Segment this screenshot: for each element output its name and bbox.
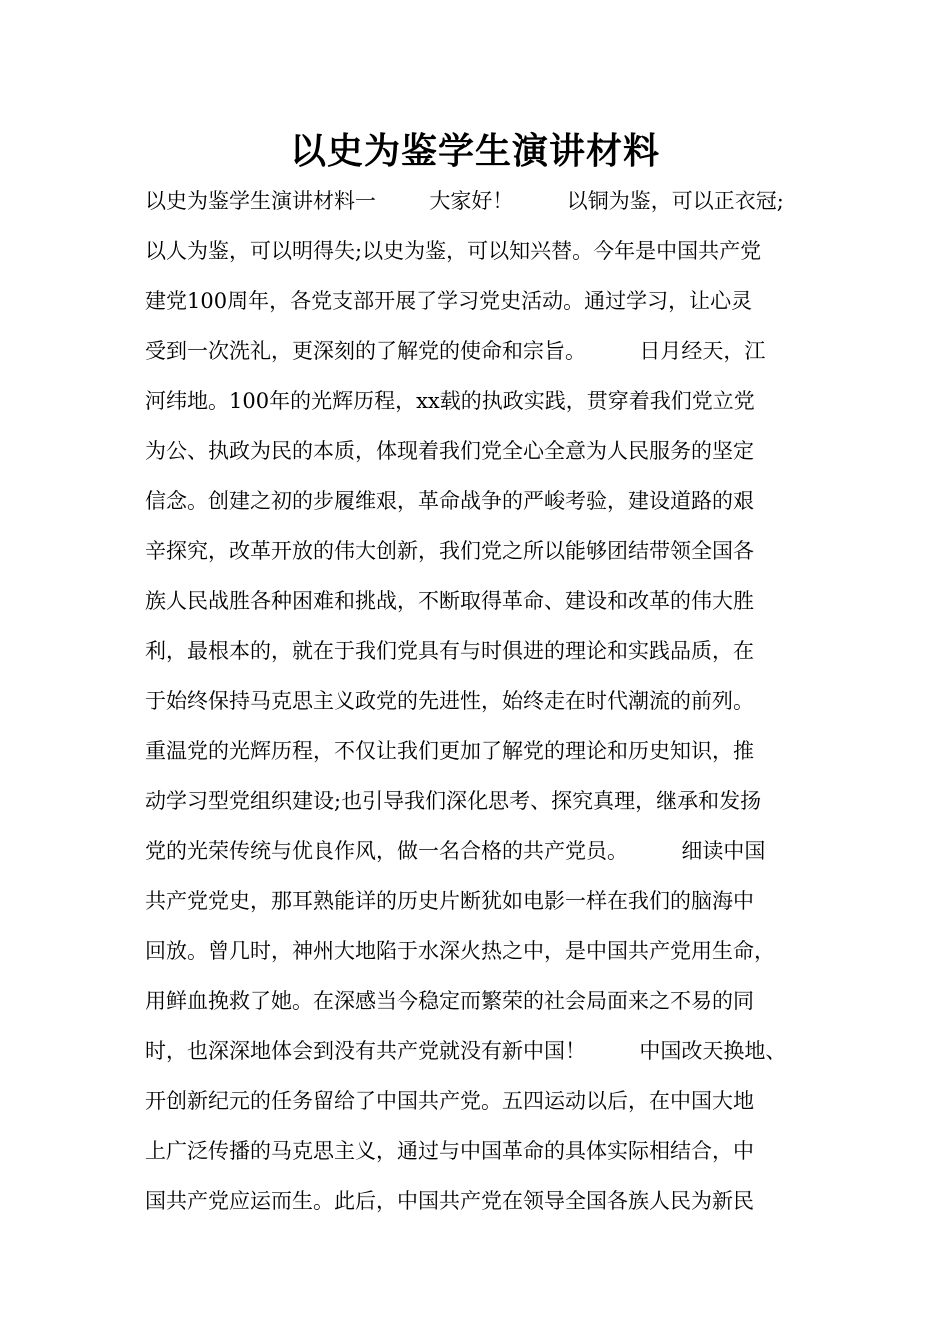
- body-line: 动学习型党组织建设;也引导我们深化思考、探究真理，继承和发扬: [145, 789, 762, 813]
- body-line: 利，最根本的，就在于我们党具有与时俱进的理论和实践品质，在: [145, 639, 754, 663]
- body-line: 共产党党史，那耳熟能详的历史片断犹如电影一样在我们的脑海中: [145, 889, 754, 913]
- body-line: 重温党的光辉历程，不仅让我们更加了解党的理论和历史知识，推: [145, 739, 754, 763]
- body-line: 国共产党应运而生。此后，中国共产党在领导全国各族人民为新民: [145, 1189, 754, 1213]
- body-line: 族人民战胜各种困难和挑战，不断取得革命、建设和改革的伟大胜: [145, 589, 754, 613]
- body-line: 用鲜血挽救了她。在深感当今稳定而繁荣的社会局面来之不易的同: [145, 989, 754, 1013]
- body-line: 于始终保持马克思主义政党的先进性，始终走在时代潮流的前列。: [145, 689, 754, 713]
- body-line: 为公、执政为民的本质，体现着我们党全心全意为人民服务的坚定: [145, 439, 754, 463]
- document-title: 以史为鉴学生演讲材料: [289, 130, 660, 172]
- body-line: 开创新纪元的任务留给了中国共产党。五四运动以后，在中国大地: [145, 1089, 754, 1113]
- document-body: [145, 176, 845, 1226]
- body-line: 时，也深深地体会到没有共产党就没有新中国！ 中国改天换地、: [145, 1039, 787, 1063]
- body-line: 辛探究，改革开放的伟大创新，我们党之所以能够团结带领全国各: [145, 539, 754, 563]
- body-line: 回放。曾几时，神州大地陷于水深火热之中，是中国共产党用生命，: [145, 939, 775, 963]
- body-line: 以史为鉴学生演讲材料一 大家好！ 以铜为鉴，可以正衣冠;: [145, 189, 784, 213]
- body-line: 信念。创建之初的步履维艰，革命战争的严峻考验，建设道路的艰: [145, 489, 754, 513]
- body-line: 以人为鉴，可以明得失;以史为鉴，可以知兴替。今年是中国共产党: [145, 239, 762, 263]
- body-line: 河纬地。100年的光辉历程，xx载的执政实践，贯穿着我们党立党: [145, 389, 755, 413]
- body-line: 建党100周年，各党支部开展了学习党史活动。通过学习，让心灵: [145, 289, 753, 313]
- body-line: 党的光荣传统与优良作风，做一名合格的共产党员。 细读中国: [145, 839, 766, 863]
- body-line: 上广泛传播的马克思主义，通过与中国革命的具体实际相结合，中: [145, 1139, 754, 1163]
- body-line: 受到一次洗礼，更深刻的了解党的使命和宗旨。 日月经天，江: [145, 339, 766, 363]
